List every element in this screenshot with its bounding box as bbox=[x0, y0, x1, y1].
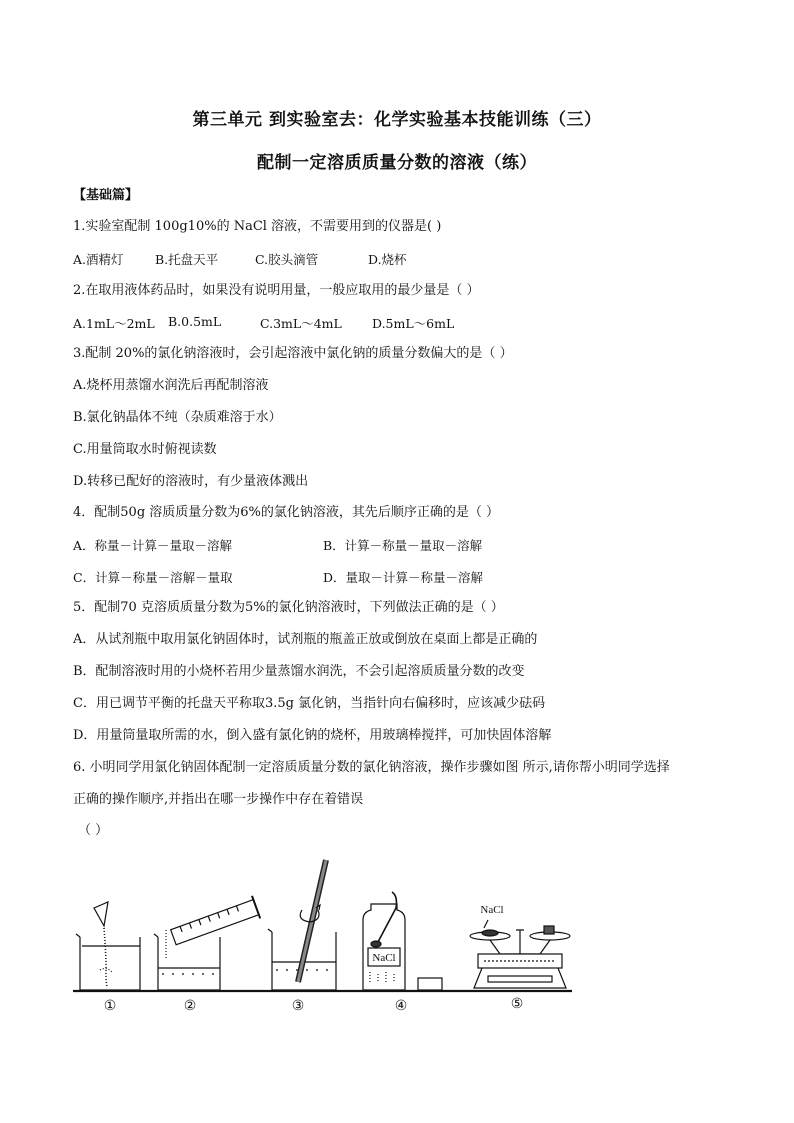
step-4-reagent-bottle-illustration bbox=[363, 892, 442, 990]
question-4-option-d: D．量取－计算－称量－溶解 bbox=[323, 570, 484, 585]
question-3-option-d: D.转移已配好的溶液时，有少量液体溅出 bbox=[73, 474, 309, 489]
question-2-option-b: B.0.5mL bbox=[168, 314, 222, 329]
section-label: 【基础篇】 bbox=[73, 188, 139, 203]
question-5-option-b: B．配制溶液时用的小烧杯若用少量蒸馏水润洗，不会引起溶质质量分数的改变 bbox=[73, 664, 525, 679]
question-3-option-c: C.用量筒取水时俯视读数 bbox=[73, 442, 217, 457]
step-2-pour-water-illustration bbox=[154, 896, 260, 990]
step-3-stir-illustration bbox=[268, 860, 336, 990]
question-1-option-c: C.胶头滴管 bbox=[255, 252, 319, 267]
question-4-option-a: A．称量－计算－量取－溶解 bbox=[73, 538, 233, 553]
question-4-stem: 4．配制50g 溶质质量分数为6%的氯化钠溶液，其先后顺序正确的是（ ） bbox=[73, 505, 500, 520]
step-1-pour-solid-illustration bbox=[76, 902, 140, 990]
question-2-option-a: A.1mL～2mL bbox=[73, 316, 155, 331]
question-6-answer-blank: （ ） bbox=[78, 823, 109, 838]
question-5-option-a: A．从试剂瓶中取用氯化钠固体时，试剂瓶的瓶盖正放或倒放在桌面上都是正确的 bbox=[73, 632, 538, 647]
question-4-option-b: B．计算－称量－量取－溶解 bbox=[323, 538, 483, 553]
step-label-4: ④ bbox=[394, 999, 408, 1014]
question-1-option-b: B.托盘天平 bbox=[155, 252, 219, 267]
step-label-2: ② bbox=[183, 999, 197, 1014]
question-1-stem: 1.实验室配制 100g10%的 NaCl 溶液，不需要用到的仪器是( ) bbox=[73, 219, 442, 234]
document-title: 第三单元 到实验室去：化学实验基本技能训练（三） bbox=[192, 110, 602, 130]
question-1-option-a: A.酒精灯 bbox=[73, 252, 124, 267]
question-2-option-c: C.3mL～4mL bbox=[260, 316, 342, 331]
experiment-figure bbox=[0, 850, 794, 1050]
question-6-stem-line1: 6. 小明同学用氯化钠固体配制一定溶质质量分数的氯化钠溶液，操作步骤如图 所示,请你帮小明同学选择 bbox=[73, 760, 670, 775]
step-label-3: ③ bbox=[291, 999, 305, 1014]
step-label-1: ① bbox=[103, 999, 117, 1014]
question-2-stem: 2.在取用液体药品时，如果没有说明用量，一般应取用的最少量是（ ） bbox=[73, 283, 480, 298]
document-subtitle: 配制一定溶质质量分数的溶液（练） bbox=[257, 153, 537, 173]
question-5-option-c: C．用已调节平衡的托盘天平称取3.5g 氯化钠，当指针向右偏移时，应该减少砝码 bbox=[73, 696, 546, 711]
step-5-balance-illustration bbox=[470, 904, 570, 988]
question-6-stem-line2: 正确的操作顺序,并指出在哪一步操作中存在着错误 bbox=[73, 792, 364, 807]
question-4-option-c: C．计算－称量－溶解－量取 bbox=[73, 570, 233, 585]
question-5-stem: 5．配制70 克溶质质量分数为5%的氯化钠溶液时，下列做法正确的是（ ） bbox=[73, 600, 504, 615]
balance-label: NaCl bbox=[480, 904, 504, 916]
bottle-label: NaCl bbox=[372, 952, 396, 964]
question-2-option-d: D.5mL～6mL bbox=[372, 316, 455, 331]
question-3-option-a: A.烧杯用蒸馏水润洗后再配制溶液 bbox=[73, 378, 269, 393]
bottle-stopper bbox=[418, 978, 442, 990]
question-3-option-b: B.氯化钠晶体不纯（杂质难溶于水） bbox=[73, 410, 282, 425]
question-3-stem: 3.配制 20%的氯化钠溶液时，会引起溶液中氯化钠的质量分数偏大的是（ ） bbox=[73, 346, 513, 361]
step-label-5: ⑤ bbox=[510, 997, 524, 1012]
question-1-option-d: D.烧杯 bbox=[368, 252, 407, 267]
question-5-option-d: D．用量筒量取所需的水，倒入盛有氯化钠的烧杯，用玻璃棒搅拌，可加快固体溶解 bbox=[73, 728, 552, 743]
